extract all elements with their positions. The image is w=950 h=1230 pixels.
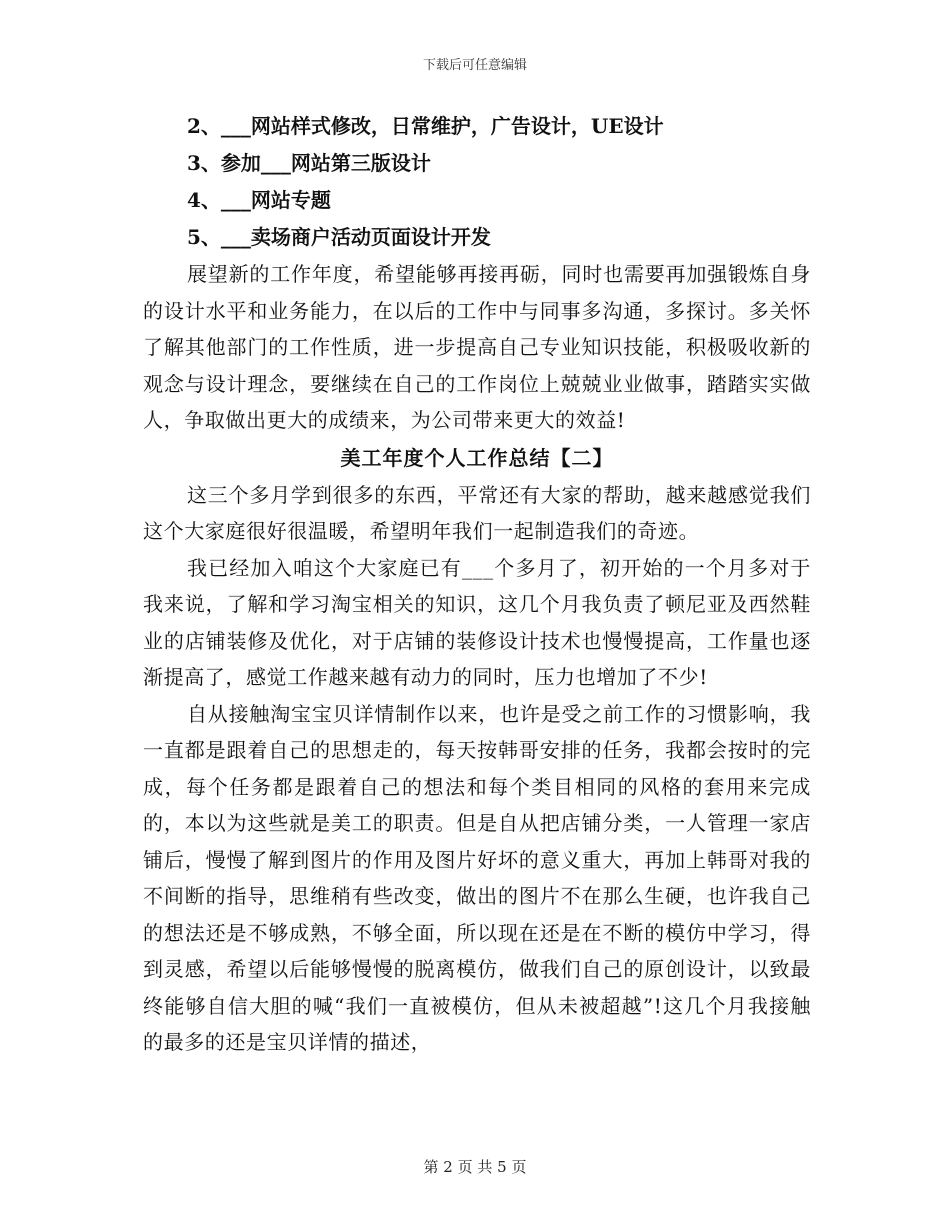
page-number: 第 2 页 共 5 页 xyxy=(423,1158,527,1176)
list-item: 3、参加___网站第三版设计 xyxy=(187,151,431,175)
list-item: 5、___卖场商户活动页面设计开发 xyxy=(187,225,491,249)
list-item: 2、___网站样式修改，日常维护，广告设计，UE设计 xyxy=(187,114,664,138)
paragraph: 这三个多月学到很多的东西，平常还有大家的帮助，越来越感觉我们这个大家庭很好很温暖，希望明年我们一起制造我们的奇迹。 xyxy=(143,482,811,543)
paragraph: 自从接触淘宝宝贝详情制作以来，也许是受之前工作的习惯影响，我一直都是跟着自己的思想走的，每天按韩哥安排的任务，我都会按时的完成，每个任务都是跟着自己的想法和每个类目相同的风格的套用来完成的，本以为这些就是美工的职责。但是自从把店铺分类，一人管理一家店铺后，慢慢了解到图片的作用及图片好坏的意义重大，再加上韩哥对我的不间断的指导，思维稍有些改变，做出的图片不在那么生硬，也许我自己的想法还是不够成熟，不够全面，所以现在还是在不断的模仿中学习，得到灵感，希望以后能够慢慢的脱离模仿，做我们自己的原创设计，以致最终能够自信大胆的喊“我们一直被模仿，但从未被超越”!这几个月我接触的最多的还是宝贝详情的描述， xyxy=(143,701,811,1054)
section-title: 美工年度个人工作总结【二】 xyxy=(340,445,614,470)
document-body xyxy=(143,108,811,1061)
list-item: 4、___网站专题 xyxy=(187,188,331,212)
paragraph: 我已经加入咱这个大家庭已有___个多月了，初开始的一个月多对于我来说，了解和学习淘宝相关的知识，这几个月我负责了顿尼亚及西然鞋业的店铺装修及优化，对于店铺的装修设计技术也慢慢提高，工作量也逐渐提高了，感觉工作越来越有动力的同时，压力也增加了不少! xyxy=(143,555,811,689)
header-note: 下载后可任意编辑 xyxy=(422,58,527,73)
paragraph: 展望新的工作年度，希望能够再接再砺，同时也需要再加强锻炼自身的设计水平和业务能力，在以后的工作中与同事多沟通，多探讨。多关怀了解其他部门的工作性质，进一步提高自己专业知识技能，积极吸收新的观念与设计理念，要继续在自己的工作岗位上兢兢业业做事，踏踏实实做人，争取做出更大的成绩来，为公司带来更大的效益! xyxy=(143,262,811,432)
